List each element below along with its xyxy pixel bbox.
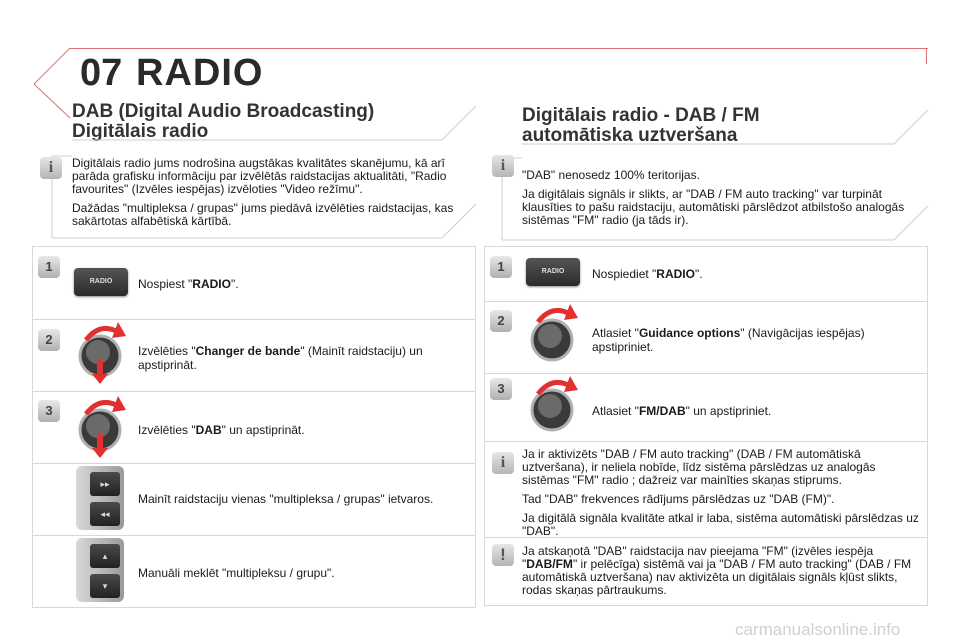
warning-icon: ! [492, 544, 514, 566]
step-badge-1: 1 [490, 256, 512, 278]
header-top-line [70, 48, 928, 49]
seek-keys-panel [76, 466, 124, 530]
left-extra-1-text: Mainīt raidstaciju vienas "multipleksa / grupas" ietvaros. [138, 492, 434, 506]
left-step-2-text: Izvēlēties "Changer de bande" (Mainīt raidstaciju) un apstiprināt. [138, 344, 423, 372]
left-info-paragraph-1: Digitālais radio jums nodrošina augstākas kvalitātes skanējumu, kā arī parāda grafisku informāciju par izvēlētās raidstacijas aktualitāti, "Radio favourites" (Izvēles iespējas) izvēloties "Video režīmu". [72, 156, 447, 196]
right-warning-text: Ja atskaņotā "DAB" raidstacija nav pieejama "FM" (izvēles iespēja "DAB/FM" ir pelēcīga) sistēmā vai ja "DAB / FM auto tracking" (DAB / FM automātiskā uztveršana) nav aktivizēta un digitālais signāls kļūst slikts, rodas skaņas pārtraukums. [522, 544, 912, 597]
right-info2-paragraph-2: Tad "DAB" frekvences rādījums pārslēdzas uz "DAB (FM)". [522, 492, 835, 506]
step-badge-1: 1 [38, 256, 60, 278]
left-title-line2: Digitālais radio [72, 121, 209, 142]
right-title-line2: automātiska uztveršana [522, 125, 738, 146]
step-badge-2: 2 [490, 310, 512, 332]
left-extra-2-text: Manuāli meklēt "multipleksu / grupu". [138, 566, 335, 580]
chapter-title: RADIO [136, 52, 264, 94]
right-title-line1: Digitālais radio - DAB / FM [522, 105, 760, 126]
seek-next-key-icon: ▸▸ [90, 472, 120, 496]
right-step-1-text: Nospiediet "RADIO". [592, 267, 703, 281]
radio-button-image: RADIO [74, 268, 128, 296]
right-info2-paragraph-1: Ja ir aktivizēts "DAB / FM auto tracking" (DAB / FM automātiskā uztveršana), ir neliela nobīde, līdz sistēma pārslēdzas uz analogās sistēmas "FM" radio ; dažreiz var mainīties skaņas stiprums. [522, 447, 876, 487]
radio-button-image: RADIO [526, 258, 580, 286]
watermark-text: carmanualsonline.info [735, 620, 901, 639]
right-info-paragraph-2: Ja digitālais signāls ir slikts, ar "DAB / FM auto tracking" var turpināt klausīties to pašu raidstaciju, automātiski pārslēdzot atbilstošo analogās sistēmas "FM" radio (ja tāds ir). [522, 187, 905, 227]
seek-prev-key-icon: ◂◂ [90, 502, 120, 526]
rotate-knob-icon [526, 300, 582, 368]
left-step-3-text: Izvēlēties "DAB" un apstiprināt. [138, 423, 305, 437]
left-info-text [72, 157, 464, 234]
header-right-tick [926, 48, 927, 64]
step-badge-3: 3 [490, 378, 512, 400]
rotate-push-knob-icon [74, 318, 130, 386]
step-badge-2: 2 [38, 329, 60, 351]
scan-down-key-icon: ▾ [90, 574, 120, 598]
right-step-3-text: Atlasiet "FM/DAB" un apstipriniet. [592, 404, 772, 418]
rotate-push-knob-icon [526, 372, 582, 440]
right-info2-text [522, 448, 922, 544]
right-info-paragraph-1: "DAB" nenosedz 100% teritorijas. [522, 168, 700, 182]
scan-keys-panel [76, 538, 124, 602]
info-icon: i [492, 452, 514, 474]
info-icon: i [40, 157, 62, 179]
left-title-line1: DAB (Digital Audio Broadcasting) [72, 101, 375, 122]
left-info-paragraph-2: Dažādas "multipleksa / grupas" jums piedāvā izvēlēties raidstacijas, kas sakārtotas alfabētiskā kārtībā. [72, 201, 454, 228]
right-info-text [522, 169, 922, 233]
scan-up-key-icon: ▴ [90, 544, 120, 568]
rotate-push-knob-icon [74, 392, 130, 460]
right-info2-paragraph-3: Ja digitālā signāla kvalitāte atkal ir laba, sistēma automātiski pārslēdzas uz "DAB". [522, 511, 919, 538]
left-step-1-text: Nospiest "RADIO". [138, 277, 239, 291]
chapter-number: 07 [80, 52, 123, 94]
right-step-2-text: Atlasiet "Guidance options" (Navigācijas iespējas) apstipriniet. [592, 326, 865, 354]
step-badge-3: 3 [38, 400, 60, 422]
info-icon: i [492, 155, 514, 177]
